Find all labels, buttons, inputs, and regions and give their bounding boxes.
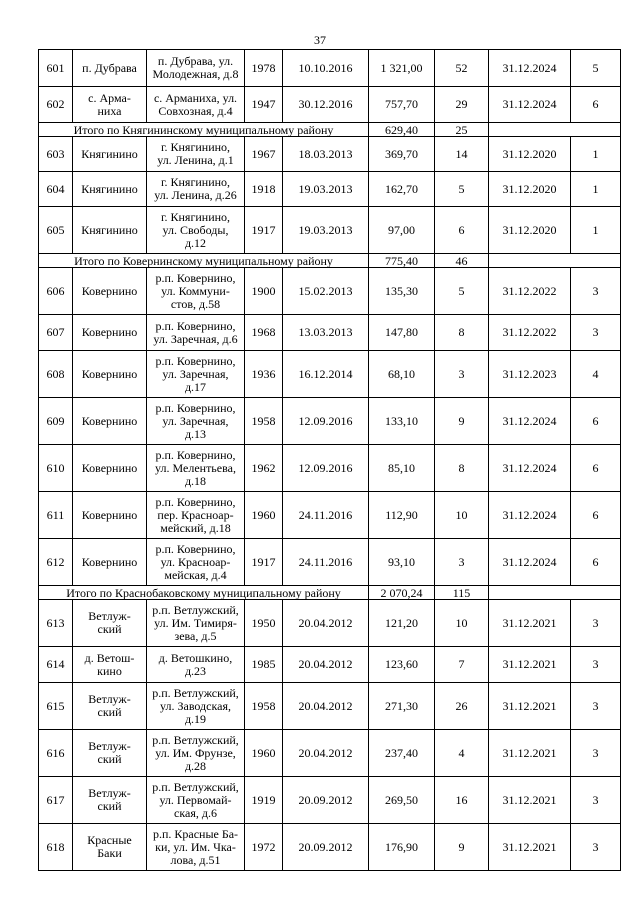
district-total-residents: 25 [435, 123, 489, 137]
method-code-cell: 3 [571, 730, 621, 777]
district-total-row [39, 254, 621, 268]
residents-count-cell: 5 [435, 268, 489, 315]
relocation-deadline-cell: 31.12.2023 [489, 351, 571, 398]
method-code-cell: 6 [571, 539, 621, 586]
locality-cell: Красные Баки [73, 824, 147, 871]
method-code-cell: 3 [571, 824, 621, 871]
row-number-cell: 615 [39, 683, 73, 730]
residents-count-cell: 29 [435, 87, 489, 123]
district-total-label: Итого по Ковернинскому муниципальному району [39, 254, 369, 268]
area-cell: 112,90 [369, 492, 435, 539]
residents-count-cell: 8 [435, 445, 489, 492]
locality-cell: Ветлуж- ский [73, 683, 147, 730]
address-cell: р.п. Ковернино, ул. Мелентьева, д.18 [147, 445, 245, 492]
method-code-cell: 3 [571, 315, 621, 351]
build-year-cell: 1950 [245, 600, 283, 647]
address-cell: г. Княгинино, ул. Свободы, д.12 [147, 207, 245, 254]
table-row [39, 351, 621, 398]
address-cell: п. Дубрава, ул. Молодежная, д.8 [147, 50, 245, 87]
row-number-cell: 616 [39, 730, 73, 777]
area-cell: 147,80 [369, 315, 435, 351]
address-cell: р.п. Ветлужский, ул. Им. Фрунзе, д.28 [147, 730, 245, 777]
recognition-date-cell: 20.09.2012 [283, 777, 369, 824]
method-code-cell: 6 [571, 445, 621, 492]
district-total-label: Итого по Краснобаковскому муниципальному району [39, 586, 369, 600]
method-code-cell: 6 [571, 398, 621, 445]
table-row [39, 824, 621, 871]
locality-cell: Ковернино [73, 351, 147, 398]
method-code-cell: 1 [571, 207, 621, 254]
district-total-residents: 46 [435, 254, 489, 268]
relocation-deadline-cell: 31.12.2020 [489, 137, 571, 172]
recognition-date-cell: 19.03.2013 [283, 207, 369, 254]
locality-cell: Ветлуж- ский [73, 600, 147, 647]
district-total-row [39, 123, 621, 137]
district-total-empty-cell [489, 254, 621, 268]
table-row [39, 600, 621, 647]
table-row [39, 539, 621, 586]
district-total-empty-cell [489, 123, 621, 137]
build-year-cell: 1985 [245, 647, 283, 683]
table-row [39, 647, 621, 683]
area-cell: 369,70 [369, 137, 435, 172]
residents-count-cell: 3 [435, 351, 489, 398]
area-cell: 133,10 [369, 398, 435, 445]
method-code-cell: 4 [571, 351, 621, 398]
recognition-date-cell: 19.03.2013 [283, 172, 369, 207]
locality-cell: Ветлуж- ский [73, 777, 147, 824]
residents-count-cell: 16 [435, 777, 489, 824]
page-number: 37 [314, 33, 326, 47]
build-year-cell: 1972 [245, 824, 283, 871]
row-number-cell: 617 [39, 777, 73, 824]
district-total-area: 629,40 [369, 123, 435, 137]
area-cell: 269,50 [369, 777, 435, 824]
residents-count-cell: 9 [435, 824, 489, 871]
method-code-cell: 3 [571, 600, 621, 647]
table-row [39, 445, 621, 492]
recognition-date-cell: 24.11.2016 [283, 492, 369, 539]
method-code-cell: 3 [571, 647, 621, 683]
address-cell: р.п. Ковернино, ул. Коммуни- стов, д.58 [147, 268, 245, 315]
residents-count-cell: 7 [435, 647, 489, 683]
area-cell: 162,70 [369, 172, 435, 207]
method-code-cell: 3 [571, 683, 621, 730]
district-total-empty-cell [489, 586, 621, 600]
residents-count-cell: 26 [435, 683, 489, 730]
residents-count-cell: 10 [435, 600, 489, 647]
relocation-deadline-cell: 31.12.2024 [489, 539, 571, 586]
relocation-deadline-cell: 31.12.2020 [489, 207, 571, 254]
locality-cell: Княгинино [73, 137, 147, 172]
relocation-deadline-cell: 31.12.2021 [489, 730, 571, 777]
relocation-deadline-cell: 31.12.2020 [489, 172, 571, 207]
recognition-date-cell: 20.09.2012 [283, 824, 369, 871]
area-cell: 68,10 [369, 351, 435, 398]
locality-cell: Ковернино [73, 315, 147, 351]
table-row [39, 50, 621, 87]
district-total-label: Итого по Княгининскому муниципальному району [39, 123, 369, 137]
table-row [39, 268, 621, 315]
method-code-cell: 1 [571, 172, 621, 207]
housing-register-table [38, 49, 621, 871]
recognition-date-cell: 20.04.2012 [283, 647, 369, 683]
row-number-cell: 618 [39, 824, 73, 871]
method-code-cell: 6 [571, 87, 621, 123]
recognition-date-cell: 20.04.2012 [283, 730, 369, 777]
area-cell: 123,60 [369, 647, 435, 683]
table-row [39, 207, 621, 254]
residents-count-cell: 5 [435, 172, 489, 207]
row-number-cell: 606 [39, 268, 73, 315]
recognition-date-cell: 20.04.2012 [283, 600, 369, 647]
method-code-cell: 3 [571, 268, 621, 315]
residents-count-cell: 52 [435, 50, 489, 87]
build-year-cell: 1917 [245, 207, 283, 254]
row-number-cell: 614 [39, 647, 73, 683]
residents-count-cell: 6 [435, 207, 489, 254]
residents-count-cell: 9 [435, 398, 489, 445]
district-total-area: 2 070,24 [369, 586, 435, 600]
build-year-cell: 1968 [245, 315, 283, 351]
locality-cell: Ковернино [73, 539, 147, 586]
address-cell: р.п. Красные Ба- ки, ул. Им. Чка- лова, д.51 [147, 824, 245, 871]
build-year-cell: 1900 [245, 268, 283, 315]
locality-cell: с. Арма- ниха [73, 87, 147, 123]
recognition-date-cell: 12.09.2016 [283, 398, 369, 445]
row-number-cell: 608 [39, 351, 73, 398]
locality-cell: Ковернино [73, 398, 147, 445]
locality-cell: Ветлуж- ский [73, 730, 147, 777]
area-cell: 135,30 [369, 268, 435, 315]
recognition-date-cell: 15.02.2013 [283, 268, 369, 315]
table-row [39, 172, 621, 207]
row-number-cell: 603 [39, 137, 73, 172]
relocation-deadline-cell: 31.12.2024 [489, 445, 571, 492]
relocation-deadline-cell: 31.12.2021 [489, 777, 571, 824]
relocation-deadline-cell: 31.12.2022 [489, 315, 571, 351]
recognition-date-cell: 18.03.2013 [283, 137, 369, 172]
locality-cell: Княгинино [73, 207, 147, 254]
table-row [39, 777, 621, 824]
build-year-cell: 1919 [245, 777, 283, 824]
recognition-date-cell: 10.10.2016 [283, 50, 369, 87]
build-year-cell: 1960 [245, 492, 283, 539]
residents-count-cell: 4 [435, 730, 489, 777]
table-row [39, 730, 621, 777]
build-year-cell: 1978 [245, 50, 283, 87]
table-row [39, 87, 621, 123]
locality-cell: п. Дубрава [73, 50, 147, 87]
area-cell: 757,70 [369, 87, 435, 123]
relocation-deadline-cell: 31.12.2021 [489, 824, 571, 871]
recognition-date-cell: 30.12.2016 [283, 87, 369, 123]
recognition-date-cell: 16.12.2014 [283, 351, 369, 398]
address-cell: р.п. Ковернино, ул. Заречная, д.17 [147, 351, 245, 398]
area-cell: 1 321,00 [369, 50, 435, 87]
table-row [39, 315, 621, 351]
area-cell: 237,40 [369, 730, 435, 777]
method-code-cell: 5 [571, 50, 621, 87]
build-year-cell: 1958 [245, 683, 283, 730]
method-code-cell: 6 [571, 492, 621, 539]
area-cell: 93,10 [369, 539, 435, 586]
relocation-deadline-cell: 31.12.2021 [489, 600, 571, 647]
build-year-cell: 1917 [245, 539, 283, 586]
address-cell: р.п. Ковернино, ул. Заречная, д.6 [147, 315, 245, 351]
build-year-cell: 1936 [245, 351, 283, 398]
residents-count-cell: 10 [435, 492, 489, 539]
build-year-cell: 1918 [245, 172, 283, 207]
row-number-cell: 611 [39, 492, 73, 539]
relocation-deadline-cell: 31.12.2021 [489, 647, 571, 683]
row-number-cell: 605 [39, 207, 73, 254]
district-total-row [39, 586, 621, 600]
residents-count-cell: 3 [435, 539, 489, 586]
recognition-date-cell: 24.11.2016 [283, 539, 369, 586]
address-cell: р.п. Ветлужский, ул. Им. Тимиря- зева, д.5 [147, 600, 245, 647]
locality-cell: Ковернино [73, 445, 147, 492]
build-year-cell: 1967 [245, 137, 283, 172]
area-cell: 97,00 [369, 207, 435, 254]
recognition-date-cell: 12.09.2016 [283, 445, 369, 492]
address-cell: р.п. Ветлужский, ул. Заводская, д.19 [147, 683, 245, 730]
method-code-cell: 1 [571, 137, 621, 172]
build-year-cell: 1947 [245, 87, 283, 123]
address-cell: г. Княгинино, ул. Ленина, д.1 [147, 137, 245, 172]
table-row [39, 492, 621, 539]
locality-cell: Ковернино [73, 268, 147, 315]
locality-cell: Княгинино [73, 172, 147, 207]
row-number-cell: 604 [39, 172, 73, 207]
address-cell: р.п. Ковернино, ул. Заречная, д.13 [147, 398, 245, 445]
table-row [39, 398, 621, 445]
area-cell: 121,20 [369, 600, 435, 647]
district-total-residents: 115 [435, 586, 489, 600]
row-number-cell: 609 [39, 398, 73, 445]
area-cell: 176,90 [369, 824, 435, 871]
address-cell: д. Ветошкино, д.23 [147, 647, 245, 683]
row-number-cell: 602 [39, 87, 73, 123]
relocation-deadline-cell: 31.12.2024 [489, 398, 571, 445]
row-number-cell: 607 [39, 315, 73, 351]
row-number-cell: 613 [39, 600, 73, 647]
address-cell: р.п. Ковернино, ул. Красноар- мейская, д.4 [147, 539, 245, 586]
residents-count-cell: 14 [435, 137, 489, 172]
build-year-cell: 1960 [245, 730, 283, 777]
area-cell: 271,30 [369, 683, 435, 730]
locality-cell: д. Ветош- кино [73, 647, 147, 683]
address-cell: р.п. Ковернино, пер. Красноар- мейский, д.18 [147, 492, 245, 539]
district-total-area: 775,40 [369, 254, 435, 268]
table-row [39, 137, 621, 172]
relocation-deadline-cell: 31.12.2021 [489, 683, 571, 730]
recognition-date-cell: 13.03.2013 [283, 315, 369, 351]
build-year-cell: 1962 [245, 445, 283, 492]
address-cell: с. Арманиха, ул. Совхозная, д.4 [147, 87, 245, 123]
recognition-date-cell: 20.04.2012 [283, 683, 369, 730]
relocation-deadline-cell: 31.12.2024 [489, 50, 571, 87]
row-number-cell: 612 [39, 539, 73, 586]
build-year-cell: 1958 [245, 398, 283, 445]
residents-count-cell: 8 [435, 315, 489, 351]
relocation-deadline-cell: 31.12.2024 [489, 492, 571, 539]
row-number-cell: 610 [39, 445, 73, 492]
address-cell: р.п. Ветлужский, ул. Первомай- ская, д.6 [147, 777, 245, 824]
row-number-cell: 601 [39, 50, 73, 87]
area-cell: 85,10 [369, 445, 435, 492]
address-cell: г. Княгинино, ул. Ленина, д.26 [147, 172, 245, 207]
table-row [39, 683, 621, 730]
locality-cell: Ковернино [73, 492, 147, 539]
relocation-deadline-cell: 31.12.2024 [489, 87, 571, 123]
relocation-deadline-cell: 31.12.2022 [489, 268, 571, 315]
method-code-cell: 3 [571, 777, 621, 824]
